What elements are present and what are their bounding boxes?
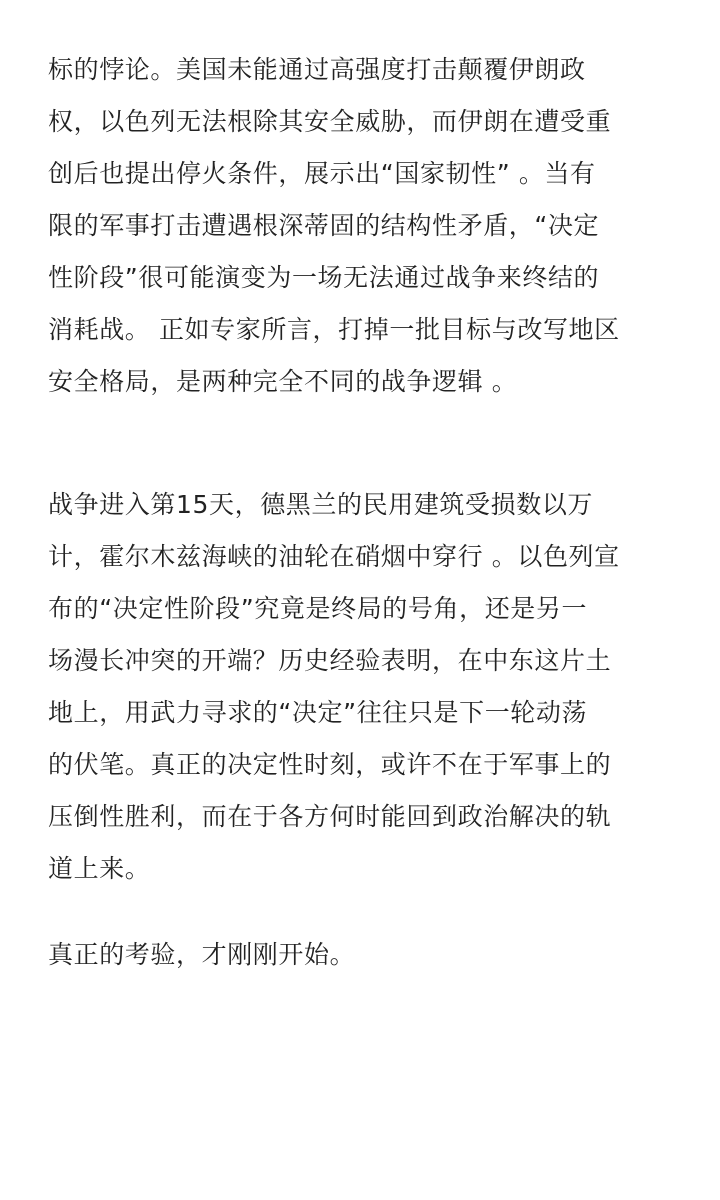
text-line: 创后也提出停火条件，展示出“国家韧性” 。当有 bbox=[48, 159, 596, 188]
text-line: 压倒性胜利，而在于各方何时能回到政治解决的轨 bbox=[48, 802, 612, 831]
text-line: 战争进入第15天，德黑兰的民用建筑受损数以万 bbox=[48, 490, 594, 519]
text-line: 限的军事打击遭遇根深蒂固的结构性矛盾，“决定 bbox=[48, 211, 600, 240]
text-line: 标的悖论。美国未能通过高强度打击颠覆伊朗政 bbox=[48, 55, 586, 84]
text-line: 性阶段”很可能演变为一场无法通过战争来终结的 bbox=[48, 263, 600, 292]
text-line: 地上，用武力寻求的“决定”往往只是下一轮动荡 bbox=[48, 698, 588, 727]
text-line: 安全格局，是两种完全不同的战争逻辑 。 bbox=[48, 367, 518, 396]
text-line: 真正的考验，才刚刚开始。 bbox=[48, 940, 356, 969]
text-line: 计，霍尔木兹海峡的油轮在硝烟中穿行 。以色列宣 bbox=[48, 542, 620, 571]
text-line: 道上来。 bbox=[48, 854, 151, 883]
text-line: 权，以色列无法根除其安全威胁，而伊朗在遭受重 bbox=[48, 107, 612, 136]
text-line: 消耗战。 正如专家所言，打掉一批目标与改写地区 bbox=[48, 315, 620, 344]
text-line: 的伏笔。真正的决定性时刻，或许不在于军事上的 bbox=[48, 750, 612, 779]
text-line: 布的“决定性阶段”究竟是终局的号角，还是另一 bbox=[48, 594, 588, 623]
text-line: 场漫长冲突的开端？历史经验表明，在中东这片土 bbox=[48, 646, 612, 675]
